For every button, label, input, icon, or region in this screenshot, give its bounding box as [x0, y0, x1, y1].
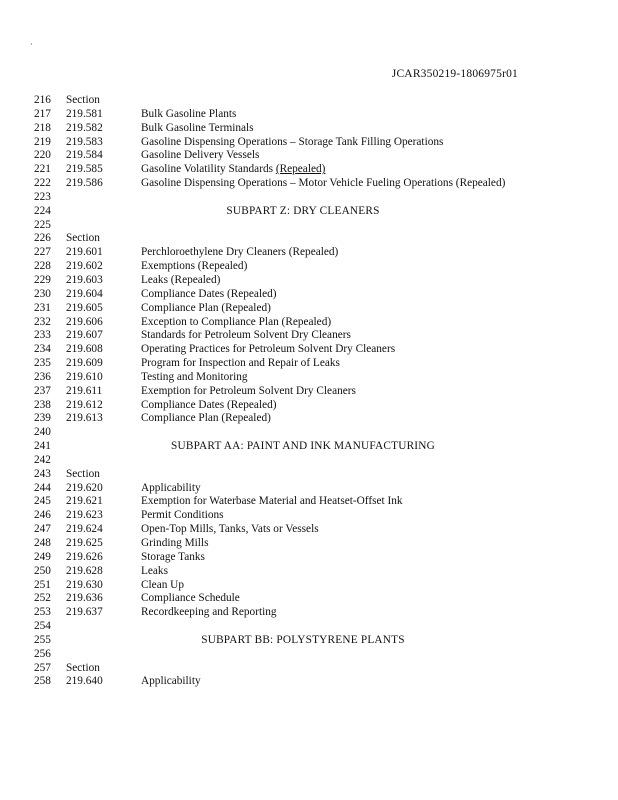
section-title-text: Recordkeeping and Reporting: [141, 606, 277, 619]
line-number: 217: [34, 107, 51, 120]
line-number: 231: [34, 301, 51, 314]
section-title: [141, 675, 201, 689]
line-number: 221: [34, 163, 51, 176]
document-line: [0, 288, 618, 302]
section-title: [141, 537, 208, 551]
line-number: 237: [34, 384, 51, 397]
section-title-text: Gasoline Dispensing Operations – Storage Tank Filling Operations: [141, 135, 444, 148]
section-number: 219.601: [66, 246, 103, 259]
document-line: [0, 219, 618, 233]
section-title-text: Exemption for Waterbase Material and Heatset-Offset Ink: [141, 495, 403, 508]
document-line: [0, 371, 618, 385]
section-title-text: Compliance Schedule: [141, 592, 240, 605]
section-title: [141, 288, 277, 302]
section-number: 219.610: [66, 370, 103, 383]
section-number: 219.604: [66, 287, 103, 300]
section-number: 219.585: [66, 163, 103, 176]
document-line: [0, 205, 618, 219]
section-title: [141, 149, 259, 163]
document-line: [0, 412, 618, 426]
line-number: 224: [34, 204, 51, 217]
document-line: [0, 592, 618, 606]
document-line: [0, 108, 618, 122]
document-line: [0, 482, 618, 496]
section-number: 219.582: [66, 121, 103, 134]
line-number: 256: [34, 647, 51, 660]
document-line: [0, 191, 618, 205]
line-number: 242: [34, 453, 51, 466]
document-line: [0, 495, 618, 509]
line-number: 233: [34, 329, 51, 342]
line-number: 258: [34, 675, 51, 688]
stray-mark: ·: [30, 40, 33, 49]
section-title: [141, 606, 277, 620]
section-title: [141, 412, 271, 426]
line-number: 247: [34, 523, 51, 536]
section-number: 219.586: [66, 177, 103, 190]
section-number: Section: [66, 467, 100, 480]
numbered-lines: [0, 94, 618, 689]
section-number: 219.583: [66, 135, 103, 148]
line-number: 249: [34, 550, 51, 563]
section-title: [141, 523, 319, 537]
section-title-text: Compliance Plan (Repealed): [141, 301, 271, 314]
document-line: [0, 634, 618, 648]
section-title: [141, 371, 248, 385]
section-title-text: Perchloroethylene Dry Cleaners (Repealed): [141, 246, 339, 259]
section-title-text: Exception to Compliance Plan (Repealed): [141, 315, 332, 328]
document-line: [0, 662, 618, 676]
document-line: [0, 329, 618, 343]
line-number: 257: [34, 661, 51, 674]
line-number: 244: [34, 481, 51, 494]
section-title: [141, 316, 331, 330]
section-title-text: Compliance Plan (Repealed): [141, 412, 271, 425]
section-number: 219.623: [66, 509, 103, 522]
line-number: 218: [34, 121, 51, 134]
section-title-text: Testing and Monitoring: [141, 370, 248, 383]
section-number: 219.602: [66, 260, 103, 273]
line-number: 222: [34, 177, 51, 190]
section-title-text: Bulk Gasoline Plants: [141, 107, 237, 120]
line-number: 227: [34, 246, 51, 259]
section-number: 219.612: [66, 398, 103, 411]
document-line: [0, 163, 618, 177]
line-number: 250: [34, 564, 51, 577]
section-title-text: Open-Top Mills, Tanks, Vats or Vessels: [141, 523, 319, 536]
section-title-text: Applicability: [141, 481, 201, 494]
document-line: [0, 537, 618, 551]
section-title-text: Bulk Gasoline Terminals: [141, 121, 254, 134]
section-title-text: Operating Practices for Petroleum Solvent Dry Cleaners: [141, 343, 396, 356]
line-number: 229: [34, 273, 51, 286]
section-title-text: Standards for Petroleum Solvent Dry Cleaners: [141, 329, 351, 342]
section-number: Section: [66, 94, 100, 106]
document-line: [0, 357, 618, 371]
document-line: [0, 246, 618, 260]
section-title: [141, 343, 395, 357]
section-title: [141, 357, 340, 371]
line-number: 219: [34, 135, 51, 148]
document-line: [0, 523, 618, 537]
section-title-text: Program for Inspection and Repair of Leaks: [141, 357, 340, 370]
section-title: [141, 108, 236, 122]
section-number: 219.581: [66, 107, 103, 120]
section-title-text: Permit Conditions: [141, 509, 224, 522]
section-title: [141, 246, 338, 260]
section-title: [141, 163, 325, 177]
section-title-text: Leaks (Repealed): [141, 273, 221, 286]
section-number: 219.607: [66, 329, 103, 342]
line-number: 225: [34, 218, 51, 231]
line-number: 230: [34, 287, 51, 300]
subpart-heading: SUBPART Z: DRY CLEANERS: [226, 204, 380, 217]
section-number: 219.611: [66, 384, 103, 397]
line-number: 216: [34, 94, 51, 106]
document-line: [0, 122, 618, 136]
document-line: [0, 260, 618, 274]
document-line: [0, 509, 618, 523]
section-number: 219.624: [66, 523, 103, 536]
line-number: 228: [34, 260, 51, 273]
section-title: [141, 177, 505, 191]
section-title: [141, 385, 356, 399]
section-number: Section: [66, 661, 100, 674]
section-title: [141, 260, 247, 274]
document-line: [0, 136, 618, 150]
section-number: 219.584: [66, 149, 103, 162]
document-line: [0, 94, 618, 108]
section-title-text: Gasoline Delivery Vessels: [141, 149, 260, 162]
line-number: 243: [34, 467, 51, 480]
document-line: [0, 149, 618, 163]
section-title-text: Storage Tanks: [141, 550, 205, 563]
line-number: 251: [34, 578, 51, 591]
section-title-text: Leaks: [141, 564, 168, 577]
section-title: [141, 329, 351, 343]
document-id: JCAR350219-1806975r01: [391, 68, 518, 80]
section-title-text: Applicability: [141, 675, 201, 688]
document-line: [0, 468, 618, 482]
line-number: 241: [34, 440, 51, 453]
section-number: 219.637: [66, 606, 103, 619]
section-title-text: Exemptions (Repealed): [141, 260, 248, 273]
section-title: [141, 509, 224, 523]
section-title: [141, 122, 254, 136]
section-title: [141, 302, 271, 316]
line-number: 246: [34, 509, 51, 522]
document-line: [0, 399, 618, 413]
line-number: 245: [34, 495, 51, 508]
section-number: 219.626: [66, 550, 103, 563]
line-number: 255: [34, 633, 51, 646]
subpart-heading: SUBPART AA: PAINT AND INK MANUFACTURING: [171, 440, 435, 453]
section-title-text: Exemption for Petroleum Solvent Dry Cleaners: [141, 384, 356, 397]
section-number: 219.613: [66, 412, 103, 425]
section-number: 219.625: [66, 537, 103, 549]
document-line: [0, 177, 618, 191]
section-title: [141, 565, 168, 579]
section-number: 219.608: [66, 343, 103, 356]
line-number: 253: [34, 606, 51, 619]
section-number: Section: [66, 232, 100, 245]
document-line: [0, 454, 618, 468]
document-line: [0, 316, 618, 330]
section-number: 219.606: [66, 315, 103, 328]
repealed-underlined: (Repealed): [275, 163, 326, 176]
section-number: 219.636: [66, 592, 103, 605]
document-line: [0, 675, 618, 689]
line-number: 248: [34, 537, 51, 549]
section-number: 219.620: [66, 481, 103, 494]
section-title-text: Gasoline Volatility Standards: [141, 163, 276, 176]
subpart-heading: SUBPART BB: POLYSTYRENE PLANTS: [201, 633, 405, 646]
line-number: 235: [34, 357, 51, 370]
line-number: 252: [34, 592, 51, 605]
section-number: 219.640: [66, 675, 103, 688]
line-number: 239: [34, 412, 51, 425]
section-title-text: Gasoline Dispensing Operations – Motor Vehicle Fueling Operations (Repealed): [141, 177, 506, 190]
section-title: [141, 495, 403, 509]
line-number: 223: [34, 190, 51, 203]
document-line: [0, 274, 618, 288]
document-line: [0, 606, 618, 620]
document-line: [0, 385, 618, 399]
section-title-text: Compliance Dates (Repealed): [141, 398, 277, 411]
section-number: 219.628: [66, 564, 103, 577]
section-number: 219.605: [66, 301, 103, 314]
document-line: [0, 232, 618, 246]
line-number: 226: [34, 232, 51, 245]
section-number: 219.609: [66, 357, 103, 370]
section-title: [141, 551, 205, 565]
section-number: 219.621: [66, 495, 103, 508]
section-title: [141, 592, 240, 606]
line-number: 238: [34, 398, 51, 411]
section-title-text: Grinding Mills: [141, 537, 209, 549]
section-title-text: Compliance Dates (Repealed): [141, 287, 277, 300]
document-line: [0, 648, 618, 662]
document-line: [0, 565, 618, 579]
line-number: 220: [34, 149, 51, 162]
line-number: 254: [34, 620, 51, 633]
line-number: 240: [34, 426, 51, 439]
line-number: 236: [34, 370, 51, 383]
section-number: 219.630: [66, 578, 103, 591]
document-line: [0, 440, 618, 454]
line-number: 234: [34, 343, 51, 356]
section-title: [141, 274, 220, 288]
document-line: [0, 579, 618, 593]
document-line: [0, 343, 618, 357]
section-title: [141, 579, 184, 593]
section-title-text: Clean Up: [141, 578, 184, 591]
document-line: [0, 426, 618, 440]
document-line: [0, 302, 618, 316]
section-number: 219.603: [66, 273, 103, 286]
line-number: 232: [34, 315, 51, 328]
section-title: [141, 399, 277, 413]
section-title: [141, 136, 443, 150]
section-title: [141, 482, 201, 496]
document-line: [0, 620, 618, 634]
document-line: [0, 551, 618, 565]
